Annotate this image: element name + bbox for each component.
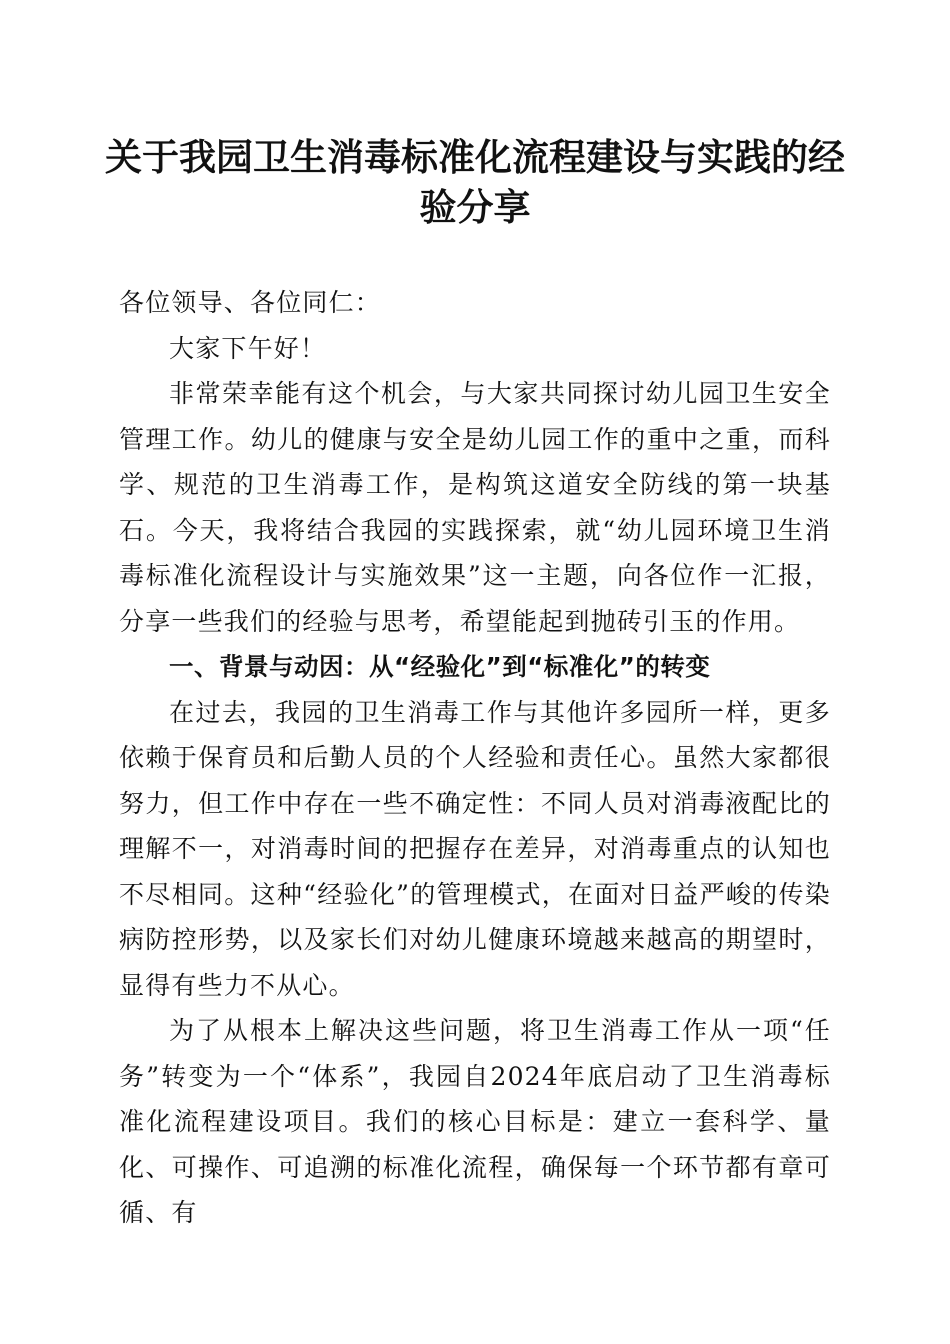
salutation: 各位领导、各位同仁： (119, 288, 382, 317)
document-body (119, 280, 831, 1236)
section-paragraph: 在过去，我园的卫生消毒工作与其他许多园所一样，更多依赖于保育员和后勤人员的个人经验和责任心。虽然大家都很努力，但工作中存在一些不确定性：不同人员对消毒液配比的理解不一，对消毒时间的把握存在差异，对消毒重点的认知也不尽相同。这种“经验化”的管理模式，在面对日益严峻的传染病防控形势，以及家长们对幼儿健康环境越来越高的期望时，显得有些力不从心。 (119, 697, 831, 1000)
greeting: 大家下午好！ (169, 333, 327, 363)
document-title: 关于我园卫生消毒标准化流程建设与实践的经验分享 (105, 135, 845, 229)
intro-paragraph: 非常荣幸能有这个机会，与大家共同探讨幼儿园卫生安全管理工作。幼儿的健康与安全是幼儿园工作的重中之重，而科学、规范的卫生消毒工作，是构筑这道安全防线的第一块基石。今天，我将结合我园的实践探索，就“幼儿园环境卫生消毒标准化流程设计与实施效果”这一主题，向各位作一汇报，分享一些我们的经验与思考，希望能起到抛砖引玉的作用。 (119, 379, 831, 636)
section-heading: 一、背景与动因：从“经验化”到“标准化”的转变 (169, 652, 711, 681)
section-paragraph: 为了从根本上解决这些问题，将卫生消毒工作从一项“任务”转变为一个“体系”，我园自2024年底启动了卫生消毒标准化流程建设项目。我们的核心目标是：建立一套科学、量化、可操作、可追溯的标准化流程，确保每一个环节都有章可循、有 (119, 1016, 831, 1227)
